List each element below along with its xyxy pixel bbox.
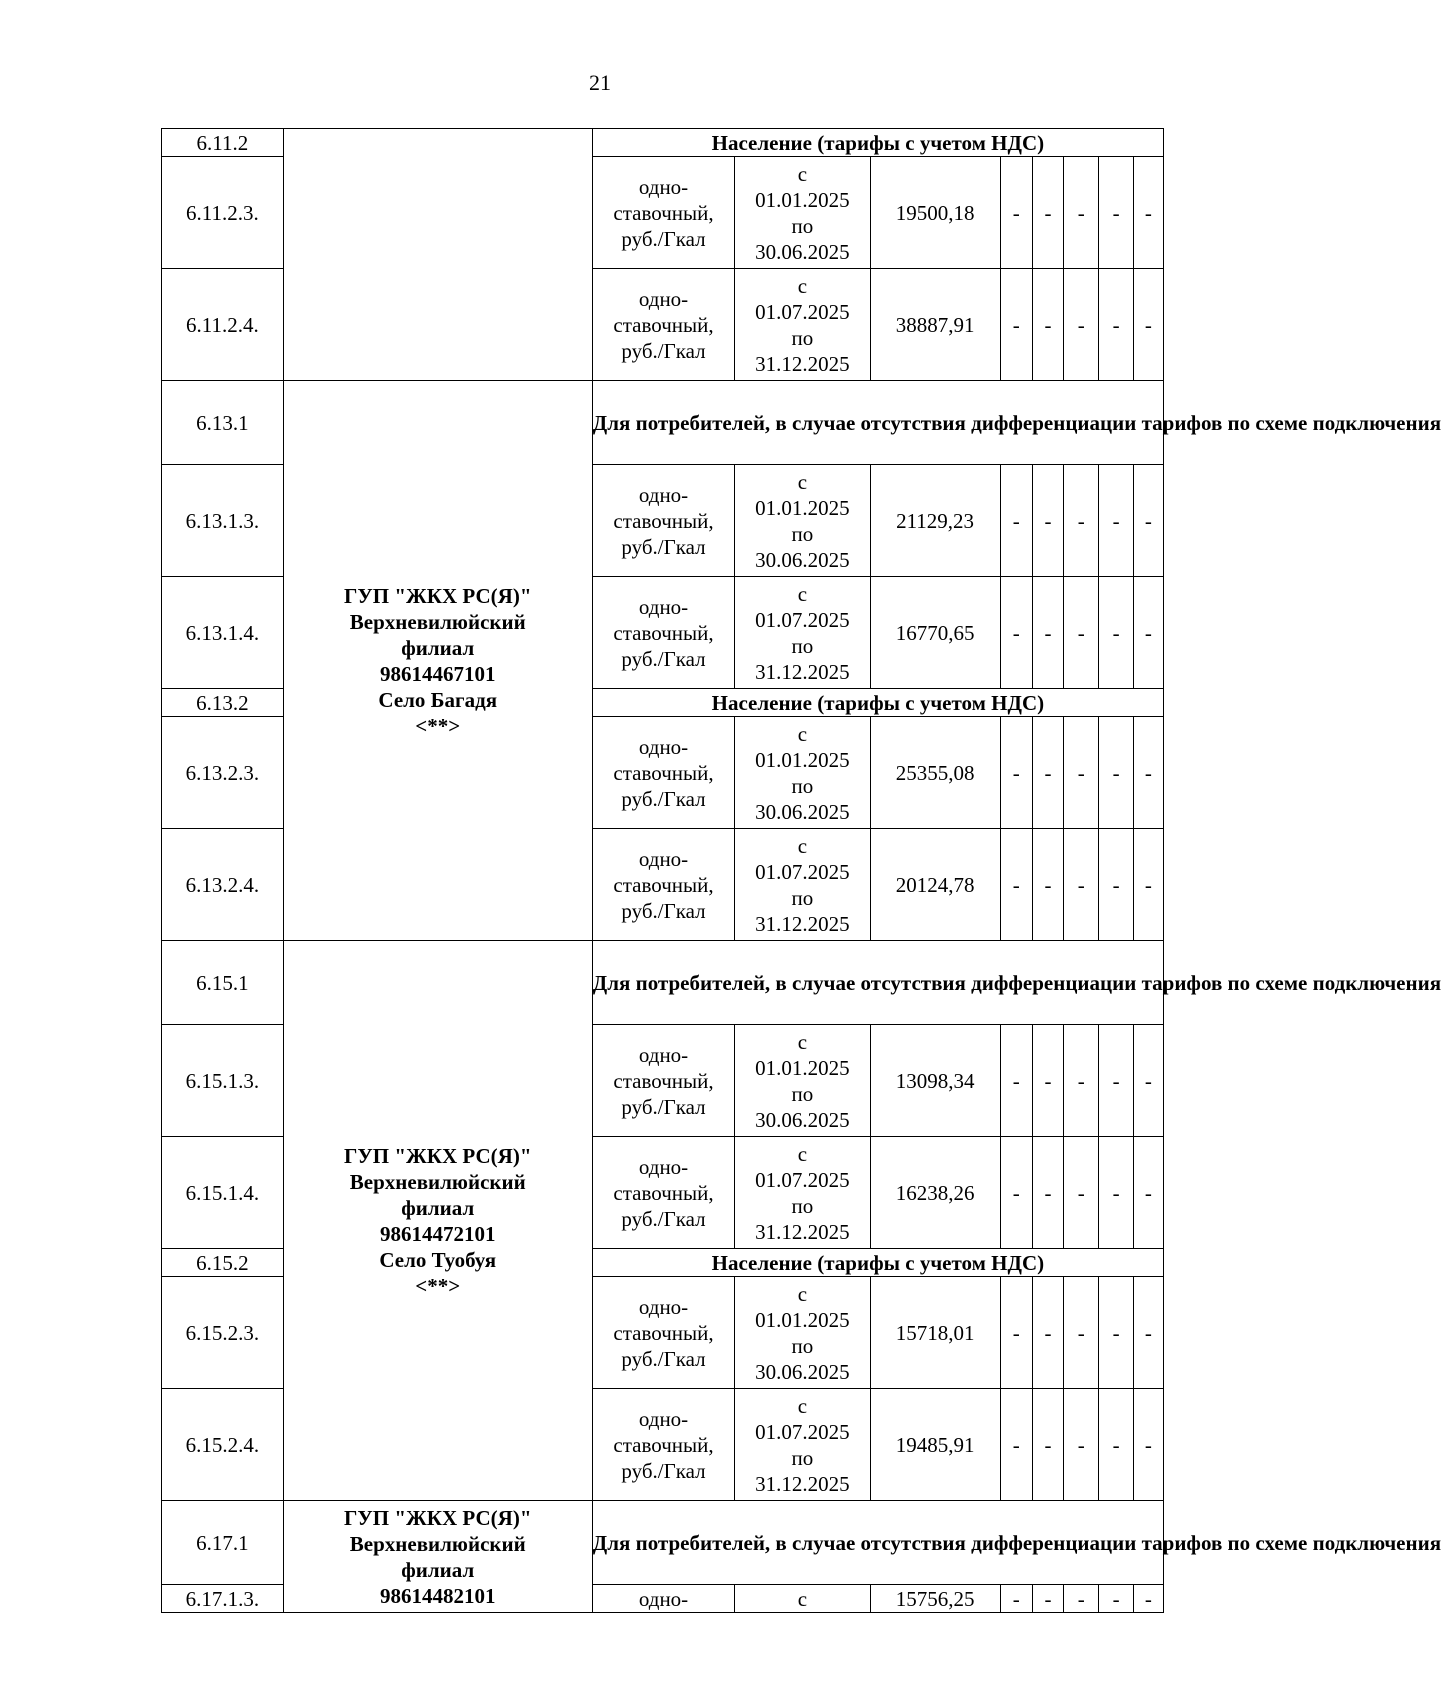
- text-line: с: [797, 469, 808, 494]
- text-line: 01.07.2025: [755, 299, 850, 324]
- rate-type: [592, 269, 735, 381]
- empty-value-cell: -: [1099, 717, 1133, 829]
- empty-value-cell: -: [1000, 577, 1032, 689]
- row-code: 6.11.2.4.: [162, 269, 284, 381]
- text-line: ставочный,: [613, 312, 714, 337]
- tariff-value: 15756,25: [870, 1585, 1000, 1613]
- text-line: по: [791, 1081, 814, 1106]
- empty-value-cell: -: [1064, 1277, 1099, 1389]
- row-code: 6.15.2.3.: [162, 1277, 284, 1389]
- tariff-value: 16770,65: [870, 577, 1000, 689]
- validity-period: [735, 1137, 870, 1249]
- page-number: 21: [589, 70, 611, 95]
- text-line: по: [791, 521, 814, 546]
- empty-value-cell: -: [1000, 1277, 1032, 1389]
- text-line: 98614482101: [379, 1583, 496, 1608]
- text-line: 31.12.2025: [755, 1219, 850, 1244]
- text-line: 01.01.2025: [755, 1307, 850, 1332]
- text-line: по: [791, 885, 814, 910]
- empty-value-cell: -: [1032, 1389, 1063, 1501]
- empty-value-cell: -: [1133, 1389, 1163, 1501]
- empty-value-cell: -: [1133, 1585, 1163, 1613]
- empty-value-cell: -: [1133, 157, 1163, 269]
- empty-value-cell: -: [1064, 829, 1099, 941]
- text-line: 01.07.2025: [755, 1419, 850, 1444]
- text-line: руб./Гкал: [621, 646, 706, 671]
- text-line: ставочный,: [613, 1432, 714, 1457]
- tariff-value: 16238,26: [870, 1137, 1000, 1249]
- empty-value-cell: -: [1133, 1025, 1163, 1137]
- text-line: руб./Гкал: [621, 1458, 706, 1483]
- text-line: ставочный,: [613, 620, 714, 645]
- text-line: по: [791, 325, 814, 350]
- text-line: по: [791, 633, 814, 658]
- tariff-value: 38887,91: [870, 269, 1000, 381]
- empty-value-cell: -: [1133, 717, 1163, 829]
- text-line: ставочный,: [613, 200, 714, 225]
- empty-value-cell: -: [1032, 1277, 1063, 1389]
- tariff-value: 20124,78: [870, 829, 1000, 941]
- empty-value-cell: -: [1064, 1585, 1099, 1613]
- empty-value-cell: -: [1099, 1585, 1133, 1613]
- text-line: по: [791, 773, 814, 798]
- empty-value-cell: -: [1032, 1137, 1063, 1249]
- empty-value-cell: -: [1064, 1025, 1099, 1137]
- rate-type: [592, 717, 735, 829]
- text-line: Верхневилюйский: [349, 1169, 526, 1194]
- text-line: руб./Гкал: [621, 226, 706, 251]
- text-line: 30.06.2025: [755, 799, 850, 824]
- row-code: 6.17.1: [162, 1501, 284, 1585]
- row-code: 6.11.2: [162, 129, 284, 157]
- empty-value-cell: -: [1000, 1137, 1032, 1249]
- text-line: с: [797, 1141, 808, 1166]
- empty-value-cell: -: [1000, 1585, 1032, 1613]
- empty-value-cell: -: [1064, 577, 1099, 689]
- row-code: 6.13.2: [162, 689, 284, 717]
- rate-type: [592, 465, 735, 577]
- row-code: 6.13.2.4.: [162, 829, 284, 941]
- text-line: 31.12.2025: [755, 659, 850, 684]
- section-row: [162, 1501, 1164, 1585]
- text-line: одно-: [638, 1406, 689, 1431]
- text-line: ставочный,: [613, 1320, 714, 1345]
- text-line: с: [797, 1281, 808, 1306]
- section-title: Население (тарифы с учетом НДС): [592, 1249, 1163, 1277]
- text-line: одно-: [638, 1294, 689, 1319]
- text-line: одно-: [638, 1586, 689, 1611]
- empty-value-cell: -: [1000, 717, 1032, 829]
- validity-period: [735, 269, 870, 381]
- rate-type: [592, 1137, 735, 1249]
- empty-value-cell: -: [1032, 465, 1063, 577]
- text-line: филиал: [401, 1557, 475, 1582]
- empty-value-cell: -: [1133, 1277, 1163, 1389]
- text-line: Верхневилюйский: [349, 609, 526, 634]
- empty-value-cell: -: [1133, 829, 1163, 941]
- text-line: ГУП "ЖКХ РС(Я)": [344, 1505, 532, 1530]
- row-code: 6.17.1.3.: [162, 1585, 284, 1613]
- row-code: 6.15.1.4.: [162, 1137, 284, 1249]
- empty-value-cell: -: [1032, 1025, 1063, 1137]
- row-code: 6.13.1.4.: [162, 577, 284, 689]
- text-line: 31.12.2025: [755, 911, 850, 936]
- text-line: с: [797, 581, 808, 606]
- text-line: руб./Гкал: [621, 338, 706, 363]
- text-line: одно-: [638, 286, 689, 311]
- text-line: 31.12.2025: [755, 1471, 850, 1496]
- empty-value-cell: -: [1064, 1137, 1099, 1249]
- text-line: 30.06.2025: [755, 239, 850, 264]
- empty-value-cell: -: [1000, 465, 1032, 577]
- empty-value-cell: -: [1099, 157, 1133, 269]
- text-line: Верхневилюйский: [349, 1531, 526, 1556]
- section-title: Население (тарифы с учетом НДС): [592, 129, 1163, 157]
- empty-value-cell: -: [1064, 1389, 1099, 1501]
- text-line: 01.07.2025: [755, 607, 850, 632]
- text-line: филиал: [401, 1195, 475, 1220]
- text-line: руб./Гкал: [621, 786, 706, 811]
- validity-period: [735, 465, 870, 577]
- text-line: 98614472101: [379, 1221, 496, 1246]
- empty-value-cell: -: [1064, 717, 1099, 829]
- empty-value-cell: -: [1099, 829, 1133, 941]
- empty-value-cell: -: [1099, 269, 1133, 381]
- text-line: руб./Гкал: [621, 534, 706, 559]
- tariff-value: 19500,18: [870, 157, 1000, 269]
- text-line: 01.07.2025: [755, 1167, 850, 1192]
- rate-type: [592, 1389, 735, 1501]
- empty-value-cell: -: [1000, 269, 1032, 381]
- empty-value-cell: -: [1133, 269, 1163, 381]
- organization-cell: [283, 381, 592, 941]
- row-code: 6.15.2.4.: [162, 1389, 284, 1501]
- text-line: по: [791, 1333, 814, 1358]
- text-line: ставочный,: [613, 1068, 714, 1093]
- rate-type: [592, 577, 735, 689]
- empty-value-cell: -: [1099, 465, 1133, 577]
- section-title: Для потребителей, в случае отсутствия дифференциации тарифов по схеме подключения: [592, 1501, 1163, 1585]
- text-line: Село Багадя: [378, 687, 498, 712]
- text-line: руб./Гкал: [621, 1206, 706, 1231]
- empty-value-cell: -: [1099, 1277, 1133, 1389]
- empty-value-cell: -: [1032, 717, 1063, 829]
- organization-cell: [283, 129, 592, 381]
- tariff-value: 19485,91: [870, 1389, 1000, 1501]
- section-row: [162, 129, 1164, 157]
- validity-period: [735, 1389, 870, 1501]
- section-row: [162, 941, 1164, 1025]
- empty-value-cell: -: [1064, 269, 1099, 381]
- text-line: одно-: [638, 594, 689, 619]
- text-line: руб./Гкал: [621, 898, 706, 923]
- text-line: ГУП "ЖКХ РС(Я)": [344, 583, 532, 608]
- empty-value-cell: -: [1133, 577, 1163, 689]
- validity-period: [735, 829, 870, 941]
- text-line: 30.06.2025: [755, 1107, 850, 1132]
- section-title: Население (тарифы с учетом НДС): [592, 689, 1163, 717]
- organization-cell: [283, 1501, 592, 1613]
- row-code: 6.13.2.3.: [162, 717, 284, 829]
- text-line: руб./Гкал: [621, 1346, 706, 1371]
- row-code: 6.11.2.3.: [162, 157, 284, 269]
- tariff-value: 25355,08: [870, 717, 1000, 829]
- empty-value-cell: -: [1099, 1025, 1133, 1137]
- text-line: 98614467101: [379, 661, 496, 686]
- row-code: 6.13.1.3.: [162, 465, 284, 577]
- empty-value-cell: -: [1000, 1025, 1032, 1137]
- text-line: 01.01.2025: [755, 187, 850, 212]
- text-line: 30.06.2025: [755, 547, 850, 572]
- text-line: по: [791, 213, 814, 238]
- text-line: Село Туобуя: [379, 1247, 497, 1272]
- text-line: ставочный,: [613, 1180, 714, 1205]
- validity-period: [735, 1277, 870, 1389]
- empty-value-cell: -: [1133, 1137, 1163, 1249]
- text-line: одно-: [638, 1154, 689, 1179]
- text-line: с: [797, 1393, 808, 1418]
- text-line: ставочный,: [613, 760, 714, 785]
- text-line: одно-: [638, 482, 689, 507]
- text-line: 01.07.2025: [755, 859, 850, 884]
- empty-value-cell: -: [1032, 269, 1063, 381]
- row-code: 6.15.1: [162, 941, 284, 1025]
- validity-period: [735, 577, 870, 689]
- validity-period: [735, 157, 870, 269]
- text-line: одно-: [638, 846, 689, 871]
- tariff-value: 13098,34: [870, 1025, 1000, 1137]
- text-line: руб./Гкал: [621, 1094, 706, 1119]
- row-code: 6.13.1: [162, 381, 284, 465]
- empty-value-cell: -: [1133, 465, 1163, 577]
- text-line: с: [797, 161, 808, 186]
- section-title: Для потребителей, в случае отсутствия дифференциации тарифов по схеме подключения: [592, 941, 1163, 1025]
- text-line: 01.01.2025: [755, 747, 850, 772]
- empty-value-cell: -: [1064, 157, 1099, 269]
- empty-value-cell: -: [1032, 1585, 1063, 1613]
- rate-type: [592, 1585, 735, 1613]
- section-title: Для потребителей, в случае отсутствия дифференциации тарифов по схеме подключения: [592, 381, 1163, 465]
- empty-value-cell: -: [1000, 157, 1032, 269]
- empty-value-cell: -: [1032, 577, 1063, 689]
- text-line: одно-: [638, 734, 689, 759]
- empty-value-cell: -: [1099, 1389, 1133, 1501]
- text-line: ставочный,: [613, 872, 714, 897]
- text-line: филиал: [401, 635, 475, 660]
- text-line: <**>: [415, 713, 461, 738]
- row-code: 6.15.2: [162, 1249, 284, 1277]
- text-line: одно-: [638, 1042, 689, 1067]
- empty-value-cell: -: [1032, 829, 1063, 941]
- text-line: с: [797, 1586, 808, 1611]
- organization-cell: [283, 941, 592, 1501]
- text-line: с: [797, 273, 808, 298]
- empty-value-cell: -: [1099, 577, 1133, 689]
- empty-value-cell: -: [1000, 829, 1032, 941]
- empty-value-cell: -: [1000, 1389, 1032, 1501]
- tariff-table: [161, 128, 1441, 1613]
- text-line: с: [797, 833, 808, 858]
- text-line: ГУП "ЖКХ РС(Я)": [344, 1143, 532, 1168]
- rate-type: [592, 157, 735, 269]
- text-line: <**>: [415, 1273, 461, 1298]
- text-line: 01.01.2025: [755, 495, 850, 520]
- section-row: [162, 381, 1164, 465]
- validity-period: [735, 1025, 870, 1137]
- empty-value-cell: -: [1032, 157, 1063, 269]
- text-line: 01.01.2025: [755, 1055, 850, 1080]
- validity-period: [735, 1585, 870, 1613]
- tariff-value: 21129,23: [870, 465, 1000, 577]
- text-line: одно-: [638, 174, 689, 199]
- text-line: 30.06.2025: [755, 1359, 850, 1384]
- empty-value-cell: -: [1099, 1137, 1133, 1249]
- text-line: с: [797, 721, 808, 746]
- rate-type: [592, 829, 735, 941]
- text-line: с: [797, 1029, 808, 1054]
- text-line: по: [791, 1445, 814, 1470]
- empty-value-cell: -: [1064, 465, 1099, 577]
- row-code: 6.15.1.3.: [162, 1025, 284, 1137]
- text-line: по: [791, 1193, 814, 1218]
- tariff-value: 15718,01: [870, 1277, 1000, 1389]
- rate-type: [592, 1277, 735, 1389]
- text-line: ставочный,: [613, 508, 714, 533]
- validity-period: [735, 717, 870, 829]
- rate-type: [592, 1025, 735, 1137]
- text-line: 31.12.2025: [755, 351, 850, 376]
